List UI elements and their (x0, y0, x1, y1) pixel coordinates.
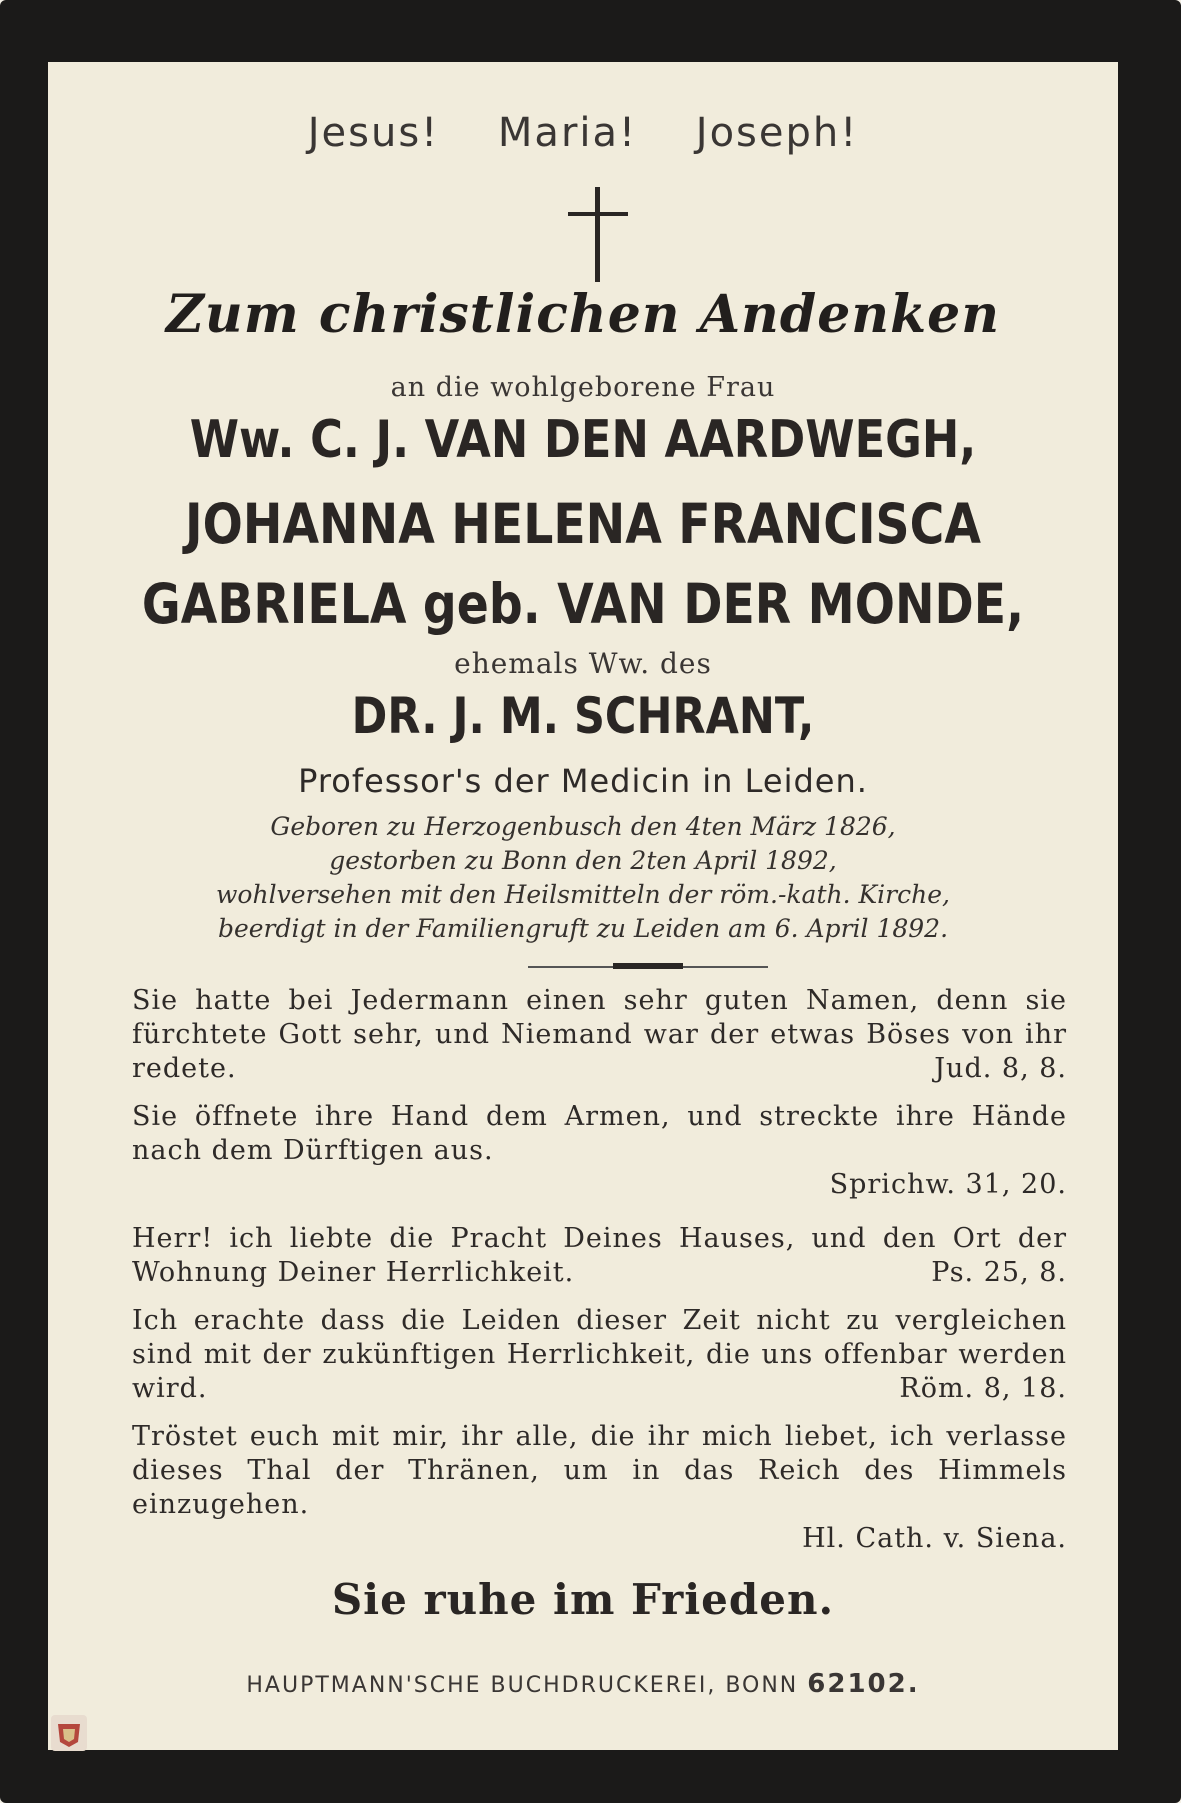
closing-text: Sie ruhe im Frieden. (331, 1575, 835, 1624)
verse (132, 1420, 1067, 1556)
name-line-2: JOHANNA HELENA FRANCISCA (185, 492, 981, 556)
verse-reference: Sprichw. 31, 20. (829, 1169, 1067, 1200)
date-line: beerdigt in der Familiengruft zu Leiden am 6. April 1892. (217, 914, 949, 943)
verse-reference: Jud. 8, 8. (934, 1053, 1067, 1084)
verse (132, 1222, 1067, 1290)
name-line-3: GABRIELA geb. VAN DER MONDE, (141, 572, 1025, 636)
verse-text: Ich erachte dass die Leiden dieser Zeit nicht zu vergleichen sind mit der zukünftigen Herrlichkeit, die uns offenbar werden wird. (132, 1305, 1067, 1404)
verse (132, 1100, 1067, 1202)
profession-text: Professor's der Medicin in Leiden. (298, 762, 868, 800)
husband-name: DR. J. M. SCHRANT, (351, 687, 815, 745)
verse-text: Sie hatte bei Jedermann einen sehr guten Namen, denn sie fürchtete Gott sehr, und Niemand war der etwas Böses von ihr redete. (132, 985, 1067, 1084)
printer-name: HAUPTMANN'SCHE BUCHDRUCKEREI, BONN (246, 1673, 799, 1698)
verse (132, 984, 1067, 1086)
verse-text: Tröstet euch mit mir, ihr alle, die ihr mich liebet, ich verlasse dieses Thal der Thränen, um in das Reich des Himmels einzugehen. (132, 1421, 1067, 1520)
date-line: Geboren zu Herzogenbusch den 4ten März 1826, (270, 812, 896, 841)
verse-text: Herr! ich liebte die Pracht Deines Hauses, und den Ort der Wohnung Deiner Herrlichkeit. (132, 1223, 1067, 1288)
divider-accent (613, 963, 683, 969)
collection-stamp-icon (50, 1714, 88, 1752)
verse-reference: Ps. 25, 8. (931, 1257, 1067, 1288)
life-dates (48, 810, 1118, 946)
verse-text: Sie öffnete ihre Hand dem Armen, und streckte ihre Hände nach dem Dürftigen aus. (132, 1101, 1067, 1166)
intro-text: an die wohlgeborene Frau (390, 372, 776, 403)
header-word-maria: Maria! (497, 110, 638, 156)
card-paper (48, 62, 1118, 1750)
cross-icon (568, 187, 628, 282)
verse-reference: Hl. Cath. v. Siena. (802, 1523, 1067, 1554)
date-line: wohlversehen mit den Heilsmitteln der röm.-kath. Kirche, (216, 880, 950, 909)
date-line: gestorben zu Bonn den 2ten April 1892, (329, 846, 837, 875)
header-invocation (48, 110, 1118, 156)
printer-imprint (48, 1669, 1118, 1699)
header-word-jesus: Jesus! (307, 110, 440, 156)
header-word-joseph: Joseph! (695, 110, 859, 156)
name-line-1: Ww. C. J. VAN DEN AARDWEGH, (189, 410, 977, 470)
verse (132, 1304, 1067, 1406)
formerly-text: ehemals Ww. des (454, 647, 712, 680)
verse-reference: Röm. 8, 18. (899, 1373, 1067, 1404)
card-title: Zum christlichen Andenken (165, 284, 1001, 345)
printer-number: 62102. (807, 1669, 920, 1699)
